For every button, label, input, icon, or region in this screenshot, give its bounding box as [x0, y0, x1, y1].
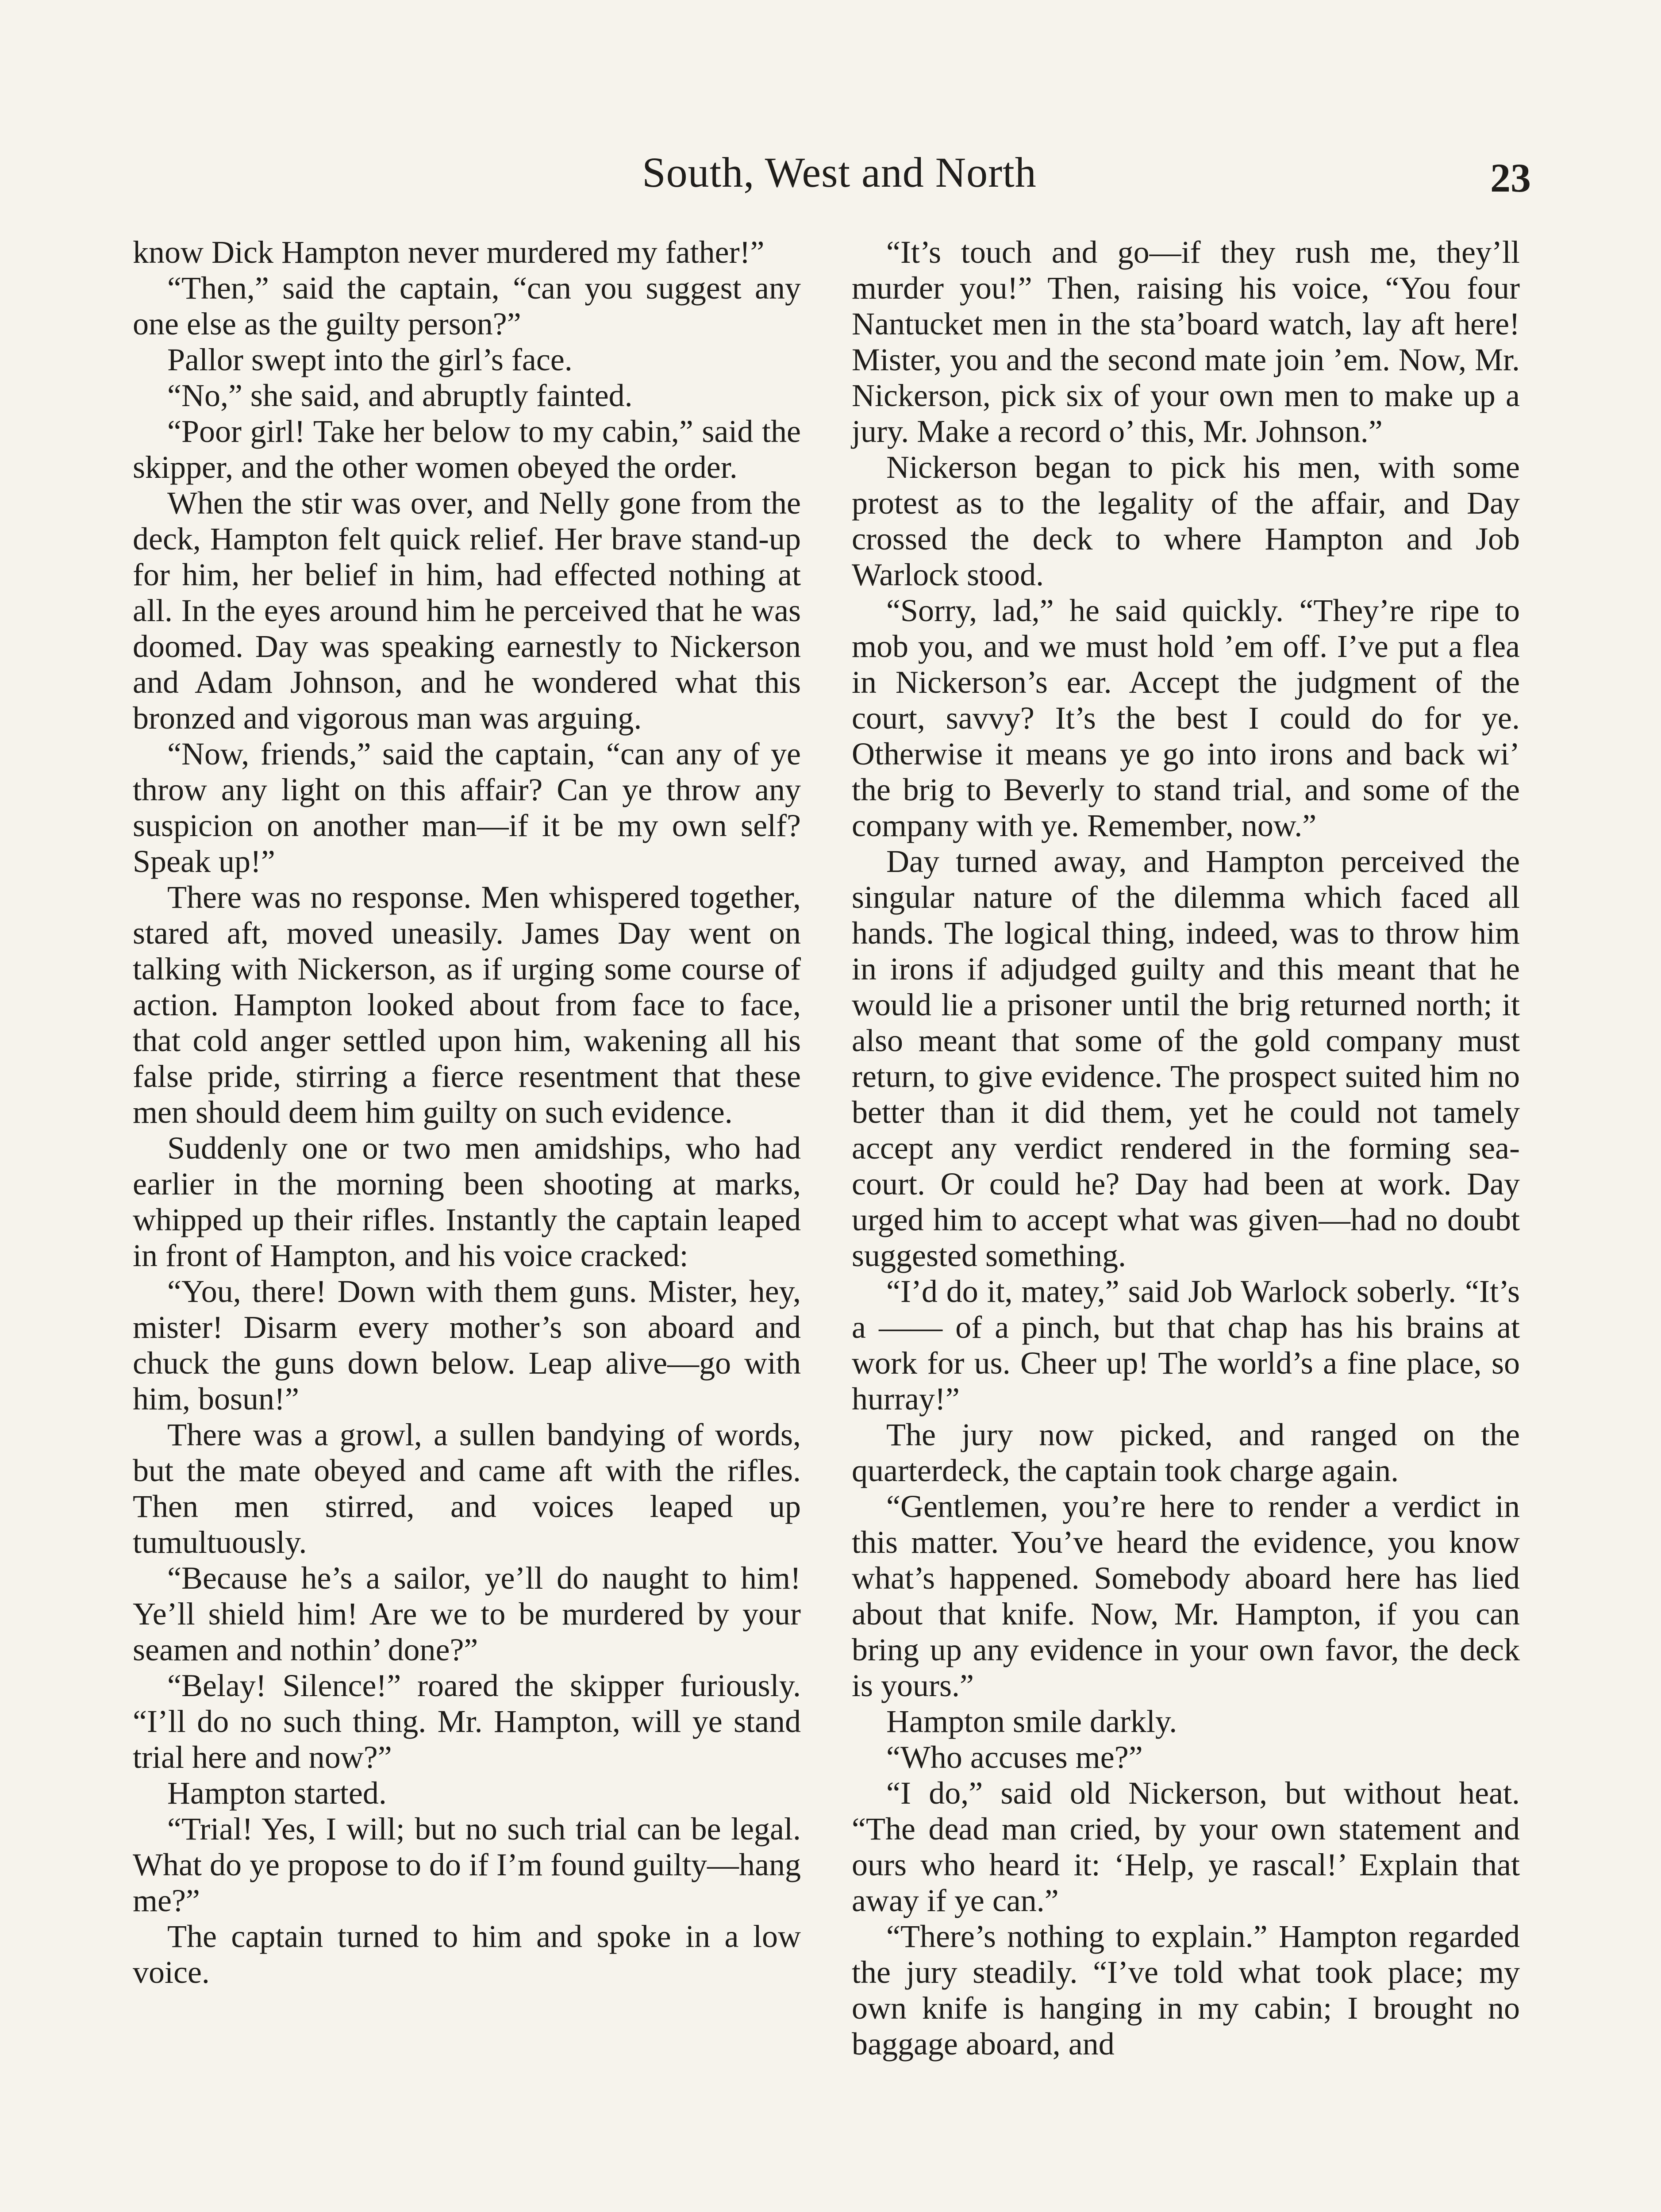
paragraph: Suddenly one or two men amidships, who had earlier in the morning been shooting at marks, whipped up their rifles. Instantly the captain leaped in front of Hampton, and his voice cracked:	[133, 1130, 801, 1273]
paragraph: Nickerson began to pick his men, with some protest as to the legality of the affair, and Day crossed the deck to where Hampton and Job Warlock stood.	[852, 449, 1520, 592]
page-header	[0, 142, 1661, 204]
paragraph: “Trial! Yes, I will; but no such trial can be legal. What do ye propose to do if I’m found guilty—hang me?”	[133, 1811, 801, 1918]
paragraph: Day turned away, and Hampton perceived the singular nature of the dilemma which faced all hands. The logical thing, indeed, was to throw him in irons if adjudged guilty and this meant that he would lie a prisoner until the brig returned north; it also meant that some of the gold company must return, to give evidence. The prospect suited him no better than it did them, yet he could not tamely accept any verdict rendered in the forming sea-court. Or could he? Day had been at work. Day urged him to accept what was given—had no doubt suggested something.	[852, 844, 1520, 1273]
paragraph: “Sorry, lad,” he said quickly. “They’re ripe to mob you, and we must hold ’em off. I’ve put a flea in Nickerson’s ear. Accept the judgment of the court, savvy? It’s the best I could do for ye. Otherwise it means ye go into irons and back wi’ the brig to Beverly to stand trial, and some of the company with ye. Remember, now.”	[852, 593, 1520, 843]
paragraph: “I’d do it, matey,” said Job Warlock soberly. “It’s a —— of a pinch, but that chap has his brains at work for us. Cheer up! The world’s a fine place, so hurray!”	[852, 1274, 1520, 1417]
paragraph: “It’s touch and go—if they rush me, they’ll murder you!” Then, raising his voice, “You four Nantucket men in the sta’board watch, lay aft here! Mister, you and the second mate join ’em. Now, Mr. Nickerson, pick six of your own men to make up a jury. Make a record o’ this, Mr. Johnson.”	[852, 234, 1520, 449]
right-column	[852, 234, 1520, 2062]
paragraph: “There’s nothing to explain.” Hampton regarded the jury steadily. “I’ve told what took place; my own knife is hanging in my cabin; I brought no baggage aboard, and	[852, 1919, 1520, 2062]
paragraph: “You, there! Down with them guns. Mister, hey, mister! Disarm every mother’s son aboard and chuck the guns down below. Leap alive—go with him, bosun!”	[133, 1274, 801, 1417]
paragraph: Pallor swept into the girl’s face.	[167, 342, 573, 377]
paragraph: “No,” she said, and abruptly fainted.	[167, 378, 633, 413]
paragraph: There was a growl, a sullen bandying of words, but the mate obeyed and came aft with the rifles. Then men stirred, and voices leaped up tumultuously.	[133, 1417, 801, 1560]
paragraph: know Dick Hampton never murdered my father!”	[133, 234, 765, 270]
paragraph: When the stir was over, and Nelly gone from the deck, Hampton felt quick relief. Her brave stand-up for him, her belief in him, had effected nothing at all. In the eyes around him he perceived that he was doomed. Day was speaking earnestly to Nickerson and Adam Johnson, and he wondered what this bronzed and vigorous man was arguing.	[133, 485, 801, 736]
paragraph: “Belay! Silence!” roared the skipper furiously. “I’ll do no such thing. Mr. Hampton, will ye stand trial here and now?”	[133, 1668, 801, 1775]
running-title: South, West and North	[642, 149, 1037, 196]
left-column	[133, 234, 801, 1990]
paragraph: The jury now picked, and ranged on the quarterdeck, the captain took charge again.	[852, 1417, 1520, 1488]
paragraph: There was no response. Men whispered together, stared aft, moved uneasily. James Day went on talking with Nickerson, as if urging some course of action. Hampton looked about from face to face, that cold anger settled upon him, wakening all his false pride, stirring a fierce resentment that these men should deem him guilty on such evidence.	[133, 879, 801, 1130]
paragraph: “Then,” said the captain, “can you suggest any one else as the guilty person?”	[133, 270, 801, 342]
paragraph: Hampton started.	[167, 1775, 387, 1811]
paragraph: Hampton smile darkly.	[886, 1704, 1177, 1739]
paragraph: “Who accuses me?”	[886, 1740, 1143, 1775]
paragraph: “Poor girl! Take her below to my cabin,” said the skipper, and the other women obeyed the order.	[133, 414, 801, 485]
paragraph: “I do,” said old Nickerson, but without heat. “The dead man cried, by your own statement and ours who heard it: ‘Help, ye rascal!’ Explain that away if ye can.”	[852, 1775, 1520, 1918]
paragraph: “Now, friends,” said the captain, “can any of ye throw any light on this affair? Can ye throw any suspicion on another man—if it be my own self? Speak up!”	[133, 736, 801, 879]
paragraph: “Because he’s a sailor, ye’ll do naught to him! Ye’ll shield him! Are we to be murdered by your seamen and nothin’ done?”	[133, 1560, 801, 1667]
page-number: 23	[1490, 155, 1531, 200]
paragraph: “Gentlemen, you’re here to render a verdict in this matter. You’ve heard the evidence, you know what’s happened. Somebody aboard here has lied about that knife. Now, Mr. Hampton, if you can bring up any evidence in your own favor, the deck is yours.”	[852, 1489, 1520, 1703]
paragraph: The captain turned to him and spoke in a low voice.	[133, 1919, 801, 1990]
